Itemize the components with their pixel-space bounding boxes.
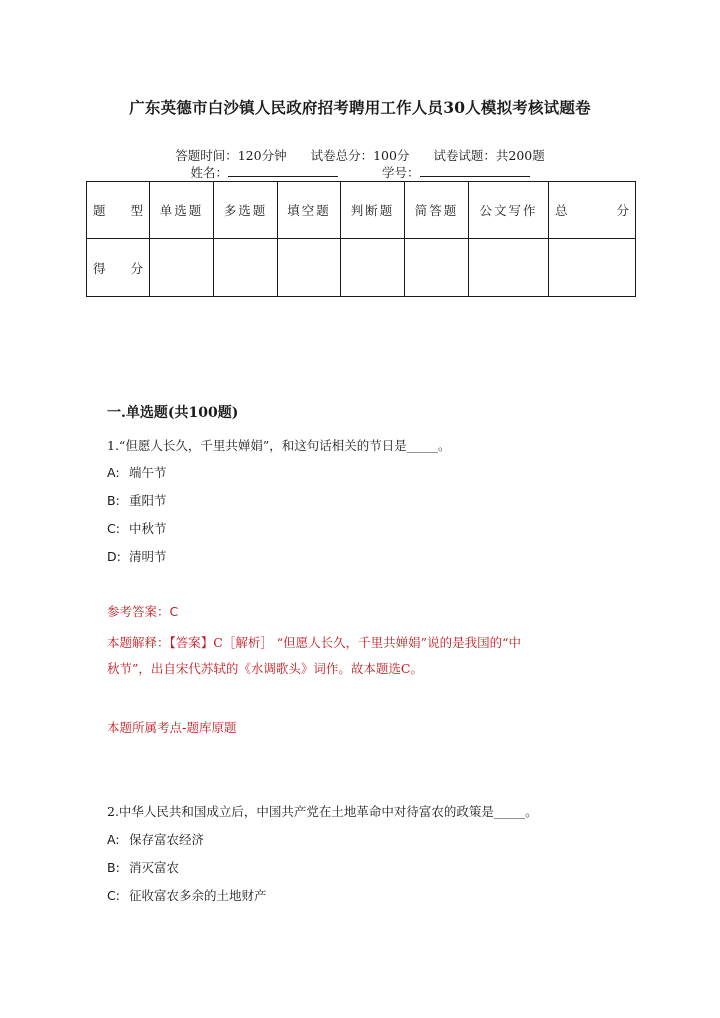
- section-heading: 一.单选题(共100题): [107, 405, 239, 421]
- option-a: A: 端午节: [107, 465, 167, 480]
- question-stem: 1.“但愿人长久，千里共婵娟”，和这句话相关的节日是_____。: [107, 438, 451, 453]
- name-label: 姓名：: [190, 165, 228, 180]
- header-short-answer: 简答题: [405, 182, 469, 239]
- name-blank: [228, 164, 338, 177]
- score-cell: [214, 239, 278, 297]
- question-stem: 2.中华人民共和国成立后，中国共产党在土地革命中对待富农的政策是_____。: [107, 804, 538, 819]
- score-cell: [405, 239, 469, 297]
- header-total: 总 分: [549, 182, 636, 239]
- exam-time: 答题时间：120分钟: [175, 148, 287, 163]
- row-label-question-type: 题 型: [87, 182, 150, 239]
- score-cell: [341, 239, 405, 297]
- student-info-line: [0, 163, 720, 181]
- student-id-blank: [420, 164, 530, 177]
- explanation-line-1: 本题解释：【答案】C［解析］ “但愿人长久，千里共婵娟”说的是我国的“中: [107, 635, 521, 650]
- reference-answer: 参考答案：C: [107, 604, 179, 619]
- header-single-choice: 单选题: [150, 182, 214, 239]
- score-cell: [549, 239, 636, 297]
- row-label-score: 得 分: [87, 239, 150, 297]
- option-b: B: 重阳节: [107, 493, 167, 508]
- explanation-line-2: 秋节”，出自宋代苏轼的《水调歌头》词作。故本题选C。: [107, 661, 423, 676]
- option-c: C: 中秋节: [107, 521, 167, 536]
- score-cell: [469, 239, 549, 297]
- exam-question-count: 试卷试题：共200题: [433, 148, 545, 163]
- student-id-label: 学号：: [381, 165, 420, 180]
- document-title: 广东英德市白沙镇人民政府招考聘用工作人员30人模拟考核试题卷: [129, 98, 591, 117]
- option-a: A: 保存富农经济: [107, 832, 205, 847]
- question-source: 本题所属考点-题库原题: [107, 720, 237, 735]
- option-b: B: 消灭富农: [107, 860, 180, 875]
- score-cell: [278, 239, 341, 297]
- exam-total-score: 试卷总分：100分: [310, 148, 410, 163]
- header-official-writing: 公文写作: [469, 182, 549, 239]
- header-true-false: 判断题: [341, 182, 405, 239]
- header-multiple-choice: 多选题: [214, 182, 278, 239]
- score-cell: [150, 239, 214, 297]
- header-fill-blank: 填空题: [278, 182, 341, 239]
- score-table: [86, 181, 636, 297]
- option-d: D: 清明节: [107, 549, 167, 564]
- exam-meta-line: [0, 146, 720, 164]
- option-c: C: 征收富农多余的土地财产: [107, 888, 267, 903]
